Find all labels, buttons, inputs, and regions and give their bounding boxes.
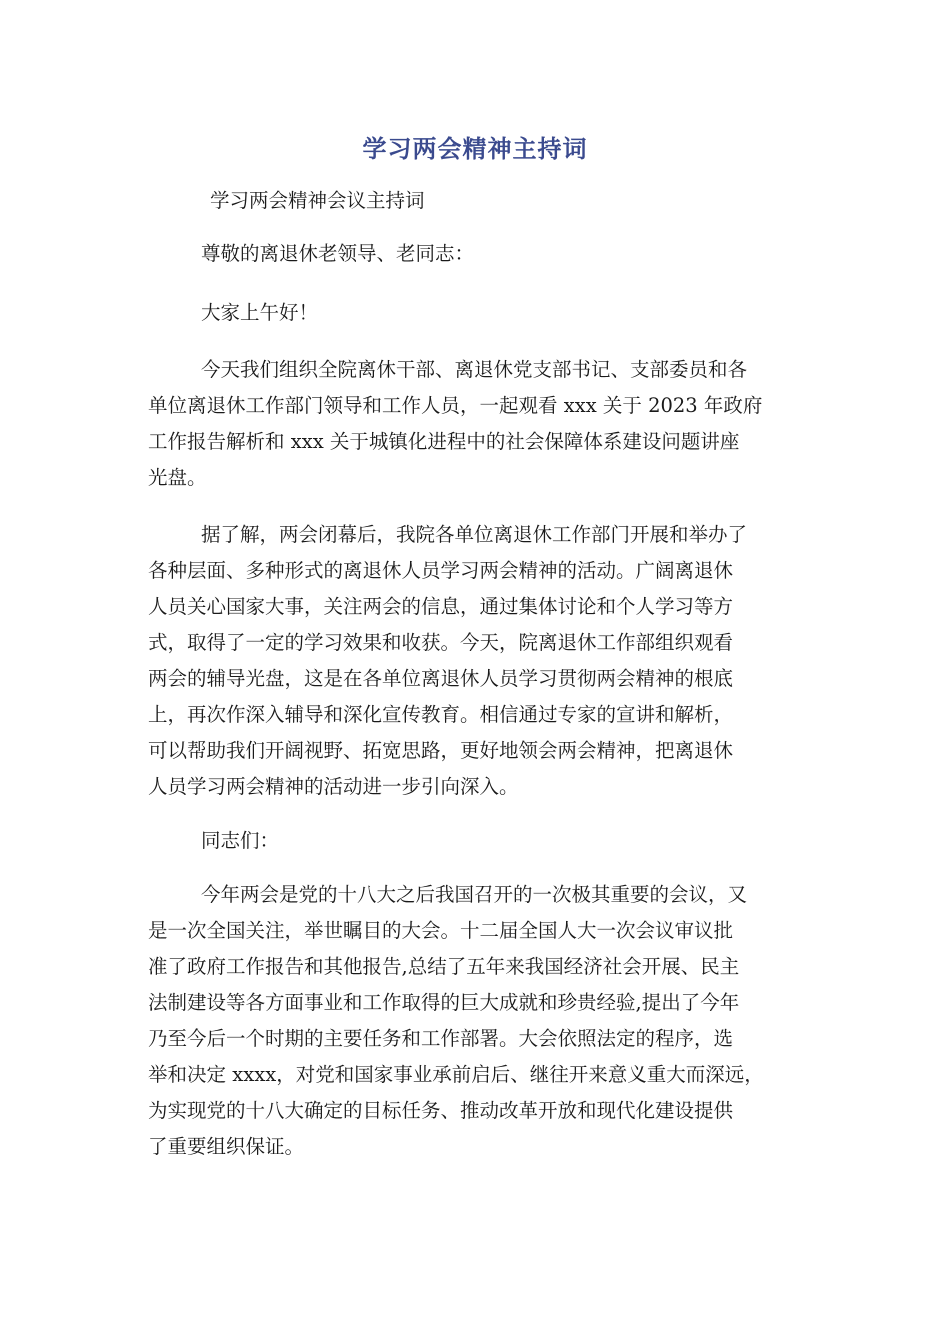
paragraph-line: 今天我们组织全院离休干部、离退休党支部书记、支部委员和各 — [201, 358, 748, 381]
paragraph-line: 据了解，两会闭幕后，我院各单位离退休工作部门开展和举办了 — [201, 523, 748, 546]
paragraph-line: 准了政府工作报告和其他报告,总结了五年来我国经济社会开展、民主 — [148, 955, 740, 978]
paragraph-line: 乃至今后一个时期的主要任务和工作部署。大会依照法定的程序，选 — [148, 1027, 734, 1050]
salutation: 尊敬的离退休老领导、老同志： — [201, 242, 475, 265]
paragraph-1 — [148, 352, 804, 496]
address-line: 同志们： — [201, 829, 280, 852]
document-subtitle: 学习两会精神会议主持词 — [210, 189, 425, 212]
greeting: 大家上午好！ — [201, 301, 319, 324]
paragraph-line: 为实现党的十八大确定的目标任务、推动改革开放和现代化建设提供 — [148, 1099, 734, 1122]
paragraph-line: 可以帮助我们开阔视野、拓宽思路，更好地领会两会精神，把离退休 — [148, 739, 734, 762]
document-body — [148, 183, 804, 1165]
paragraph-line: 工作报告解析和 xxx 关于城镇化进程中的社会保障体系建设问题讲座 — [148, 430, 740, 453]
document-title: 学习两会精神主持词 — [362, 135, 588, 163]
paragraph-line: 人员学习两会精神的活动进一步引向深入。 — [148, 775, 519, 798]
paragraph-line: 单位离退休工作部门领导和工作人员，一起观看 xxx 关于 2023 年政府 — [148, 394, 763, 417]
paragraph-line: 上，再次作深入辅导和深化宣传教育。相信通过专家的宣讲和解析， — [148, 703, 734, 726]
paragraph-line: 光盘。 — [148, 466, 207, 489]
paragraph-line: 举和决定 xxxx，对党和国家事业承前启后、继往开来意义重大而深远， — [148, 1063, 764, 1086]
paragraph-3 — [148, 877, 804, 1165]
paragraph-line: 各种层面、多种形式的离退休人员学习两会精神的活动。广阔离退休 — [148, 559, 734, 582]
paragraph-line: 人员关心国家大事，关注两会的信息，通过集体讨论和个人学习等方 — [148, 595, 734, 618]
paragraph-2 — [148, 517, 804, 805]
paragraph-line: 了重要组织保证。 — [148, 1135, 305, 1158]
paragraph-line: 今年两会是党的十八大之后我国召开的一次极其重要的会议，又 — [201, 883, 748, 906]
paragraph-line: 式，取得了一定的学习效果和收获。今天，院离退休工作部组织观看 — [148, 631, 734, 654]
paragraph-line: 两会的辅导光盘，这是在各单位离退休人员学习贯彻两会精神的根底 — [148, 667, 734, 690]
paragraph-line: 是一次全国关注，举世瞩目的大会。十二届全国人大一次会议审议批 — [148, 919, 734, 942]
paragraph-line: 法制建设等各方面事业和工作取得的巨大成就和珍贵经验,提出了今年 — [148, 991, 740, 1014]
